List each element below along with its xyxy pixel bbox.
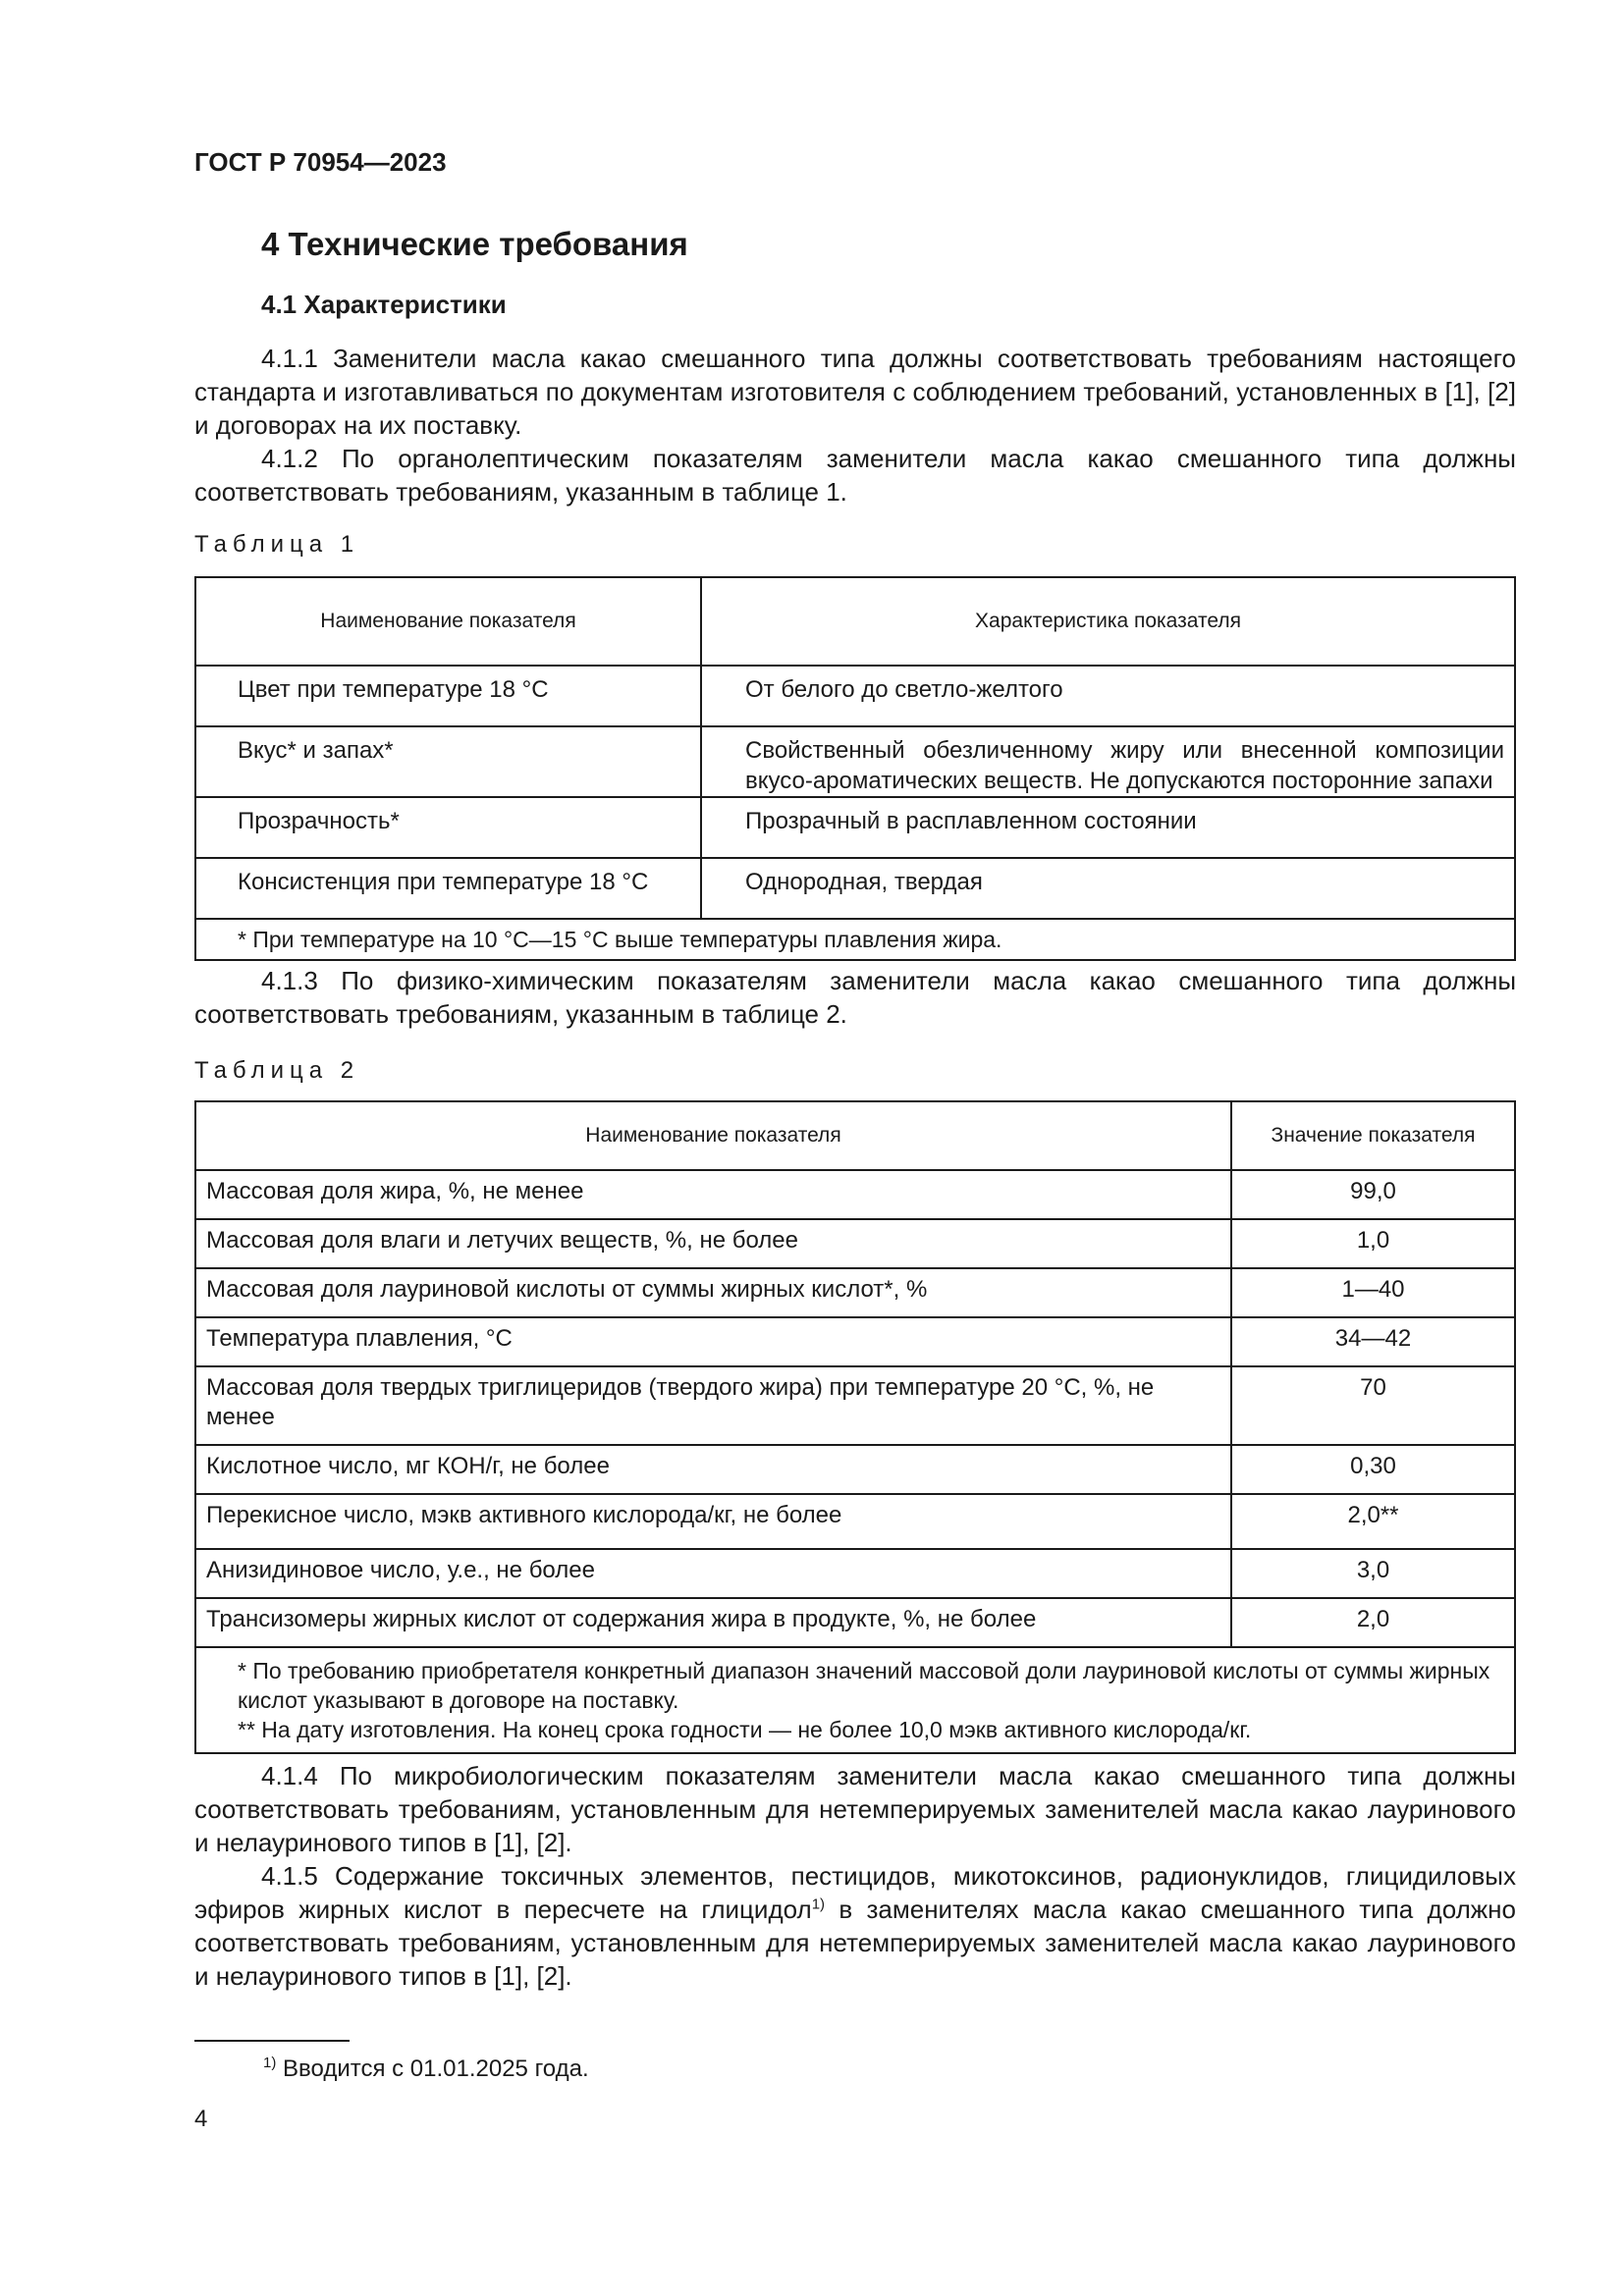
paragraph-4-1-4: 4.1.4 По микробиологическим показателям заменители масла какао смешанного типа должны соответствовать требованиям, установленным для нетемперируемых заменителей масла какао лауринового и нелауринового типов в [1], [2]. — [194, 1761, 1516, 1857]
table-2-header: Значение показателя — [1231, 1101, 1515, 1170]
footnote-text: Вводится с 01.01.2025 года. — [276, 2056, 589, 2082]
paragraph-4-1-5 — [194, 1859, 1516, 1993]
table-cell: Кислотное число, мг КОН/г, не более — [195, 1445, 1231, 1494]
table-cell: 2,0 — [1231, 1598, 1515, 1647]
table-row — [195, 797, 1515, 858]
table-cell: 70 — [1231, 1366, 1515, 1445]
table-cell: Массовая доля твердых триглицеридов (твердого жира) при температуре 20 °С, %, не менее — [195, 1366, 1231, 1445]
paragraph-4-1-5-text: 4.1.5 Содержание токсичных элементов, пестицидов, микотоксинов, радионуклидов, глицидиловых эфиров жирных кислот в пересчете на глицидол — [194, 1861, 1516, 1924]
table-note-row — [195, 1647, 1515, 1753]
footnote-divider — [194, 2040, 350, 2042]
footnote — [263, 2056, 589, 2083]
paragraph-4-1-1: 4.1.1 Заменители масла какао смешанного типа должны соответствовать требованиям настоящего стандарта и изготавливаться по документам изготовителя с соблюдением требований, установленных в [1], [2] и договорах на их поставку. — [194, 344, 1516, 440]
table-note-row — [195, 919, 1515, 960]
table-row — [195, 726, 1515, 797]
table-cell: 0,30 — [1231, 1445, 1515, 1494]
footnote-reference: 1) — [811, 1896, 826, 1913]
paragraph-4-1-5-text: в заменителях масла какао смешанного типа должно соответствовать требованиям, установленным для нетемперируемых заменителей масла какао лауринового и нелауринового типов в [1], [2]. — [194, 1895, 1516, 1991]
standard-header: ГОСТ Р 70954—2023 — [194, 147, 447, 177]
table-2-caption-block — [194, 1057, 1516, 1085]
table-cell: Анизидиновое число, у.е., не более — [195, 1549, 1231, 1598]
section-title: 4 Технические требования — [261, 226, 688, 262]
table-row — [195, 1549, 1515, 1598]
table-1-header: Характеристика показателя — [701, 577, 1515, 666]
table-2-notes — [195, 1647, 1515, 1753]
table-cell: Массовая доля влаги и летучих веществ, %, не более — [195, 1219, 1231, 1268]
table-cell: Вкус* и запах* — [195, 726, 701, 797]
table-cell: 2,0** — [1231, 1494, 1515, 1549]
table-row — [195, 858, 1515, 919]
table-row — [195, 1366, 1515, 1445]
table-row — [195, 666, 1515, 726]
subsection-title: 4.1 Характеристики — [261, 290, 507, 319]
table-cell: 1,0 — [1231, 1219, 1515, 1268]
paragraphs-411-412 — [194, 342, 1516, 508]
table-cell: Прозрачный в расплавленном состоянии — [701, 797, 1515, 858]
table-1-caption-block — [194, 531, 1516, 559]
table-cell: Консистенция при температуре 18 °С — [195, 858, 701, 919]
table-2-header-row — [195, 1101, 1515, 1170]
table-cell: Перекисное число, мэкв активного кислорода/кг, не более — [195, 1494, 1231, 1549]
table-cell: Температура плавления, °С — [195, 1317, 1231, 1366]
footnote-mark: 1) — [263, 2055, 277, 2071]
table-cell: Прозрачность* — [195, 797, 701, 858]
table-2 — [194, 1100, 1516, 1754]
table-cell: 1—40 — [1231, 1268, 1515, 1317]
paragraphs-414-415 — [194, 1759, 1516, 1993]
table-1-header: Наименование показателя — [195, 577, 701, 666]
table-cell: 99,0 — [1231, 1170, 1515, 1219]
table-row — [195, 1494, 1515, 1549]
table-row — [195, 1268, 1515, 1317]
table-cell: Массовая доля жира, %, не менее — [195, 1170, 1231, 1219]
table-cell: Массовая доля лауриновой кислоты от суммы жирных кислот*, % — [195, 1268, 1231, 1317]
table-row — [195, 1445, 1515, 1494]
table-cell: 3,0 — [1231, 1549, 1515, 1598]
paragraph-4-1-3: 4.1.3 По физико-химическим показателям заменители масла какао смешанного типа должны соответствовать требованиям, указанным в таблице 2. — [194, 966, 1516, 1029]
table-cell: 34—42 — [1231, 1317, 1515, 1366]
table-2-header: Наименование показателя — [195, 1101, 1231, 1170]
table-row — [195, 1219, 1515, 1268]
table-2-caption: Таблица 2 — [194, 1057, 360, 1084]
table-1-caption: Таблица 1 — [194, 531, 360, 558]
table-cell: Трансизомеры жирных кислот от содержания жира в продукте, %, не более — [195, 1598, 1231, 1647]
paragraph-4-1-2: 4.1.2 По органолептическим показателям заменители масла какао смешанного типа должны соответствовать требованиям, указанным в таблице 1. — [194, 444, 1516, 507]
table-row — [195, 1170, 1515, 1219]
table-1-note: * При температуре на 10 °С—15 °С выше температуры плавления жира. — [195, 919, 1515, 960]
table-cell: Цвет при температуре 18 °С — [195, 666, 701, 726]
table-2-note-1: * По требованию приобретателя конкретный диапазон значений массовой доли лауриновой кислоты от суммы жирных кислот указывают в договоре на поставку. — [238, 1658, 1490, 1713]
table-1-header-row — [195, 577, 1515, 666]
table-1 — [194, 576, 1516, 961]
paragraph-413-block — [194, 964, 1516, 1031]
table-cell: Свойственный обезличенному жиру или внесенной композиции вкусо-ароматических веществ. Не допускаются посторонние запахи — [701, 726, 1515, 797]
table-row — [195, 1317, 1515, 1366]
table-cell: От белого до светло-желтого — [701, 666, 1515, 726]
table-cell: Однородная, твердая — [701, 858, 1515, 919]
page-number: 4 — [194, 2106, 208, 2132]
table-2-note-2: ** На дату изготовления. На конец срока годности — не более 10,0 мэкв активного кислорода/кг. — [238, 1717, 1252, 1742]
table-row — [195, 1598, 1515, 1647]
